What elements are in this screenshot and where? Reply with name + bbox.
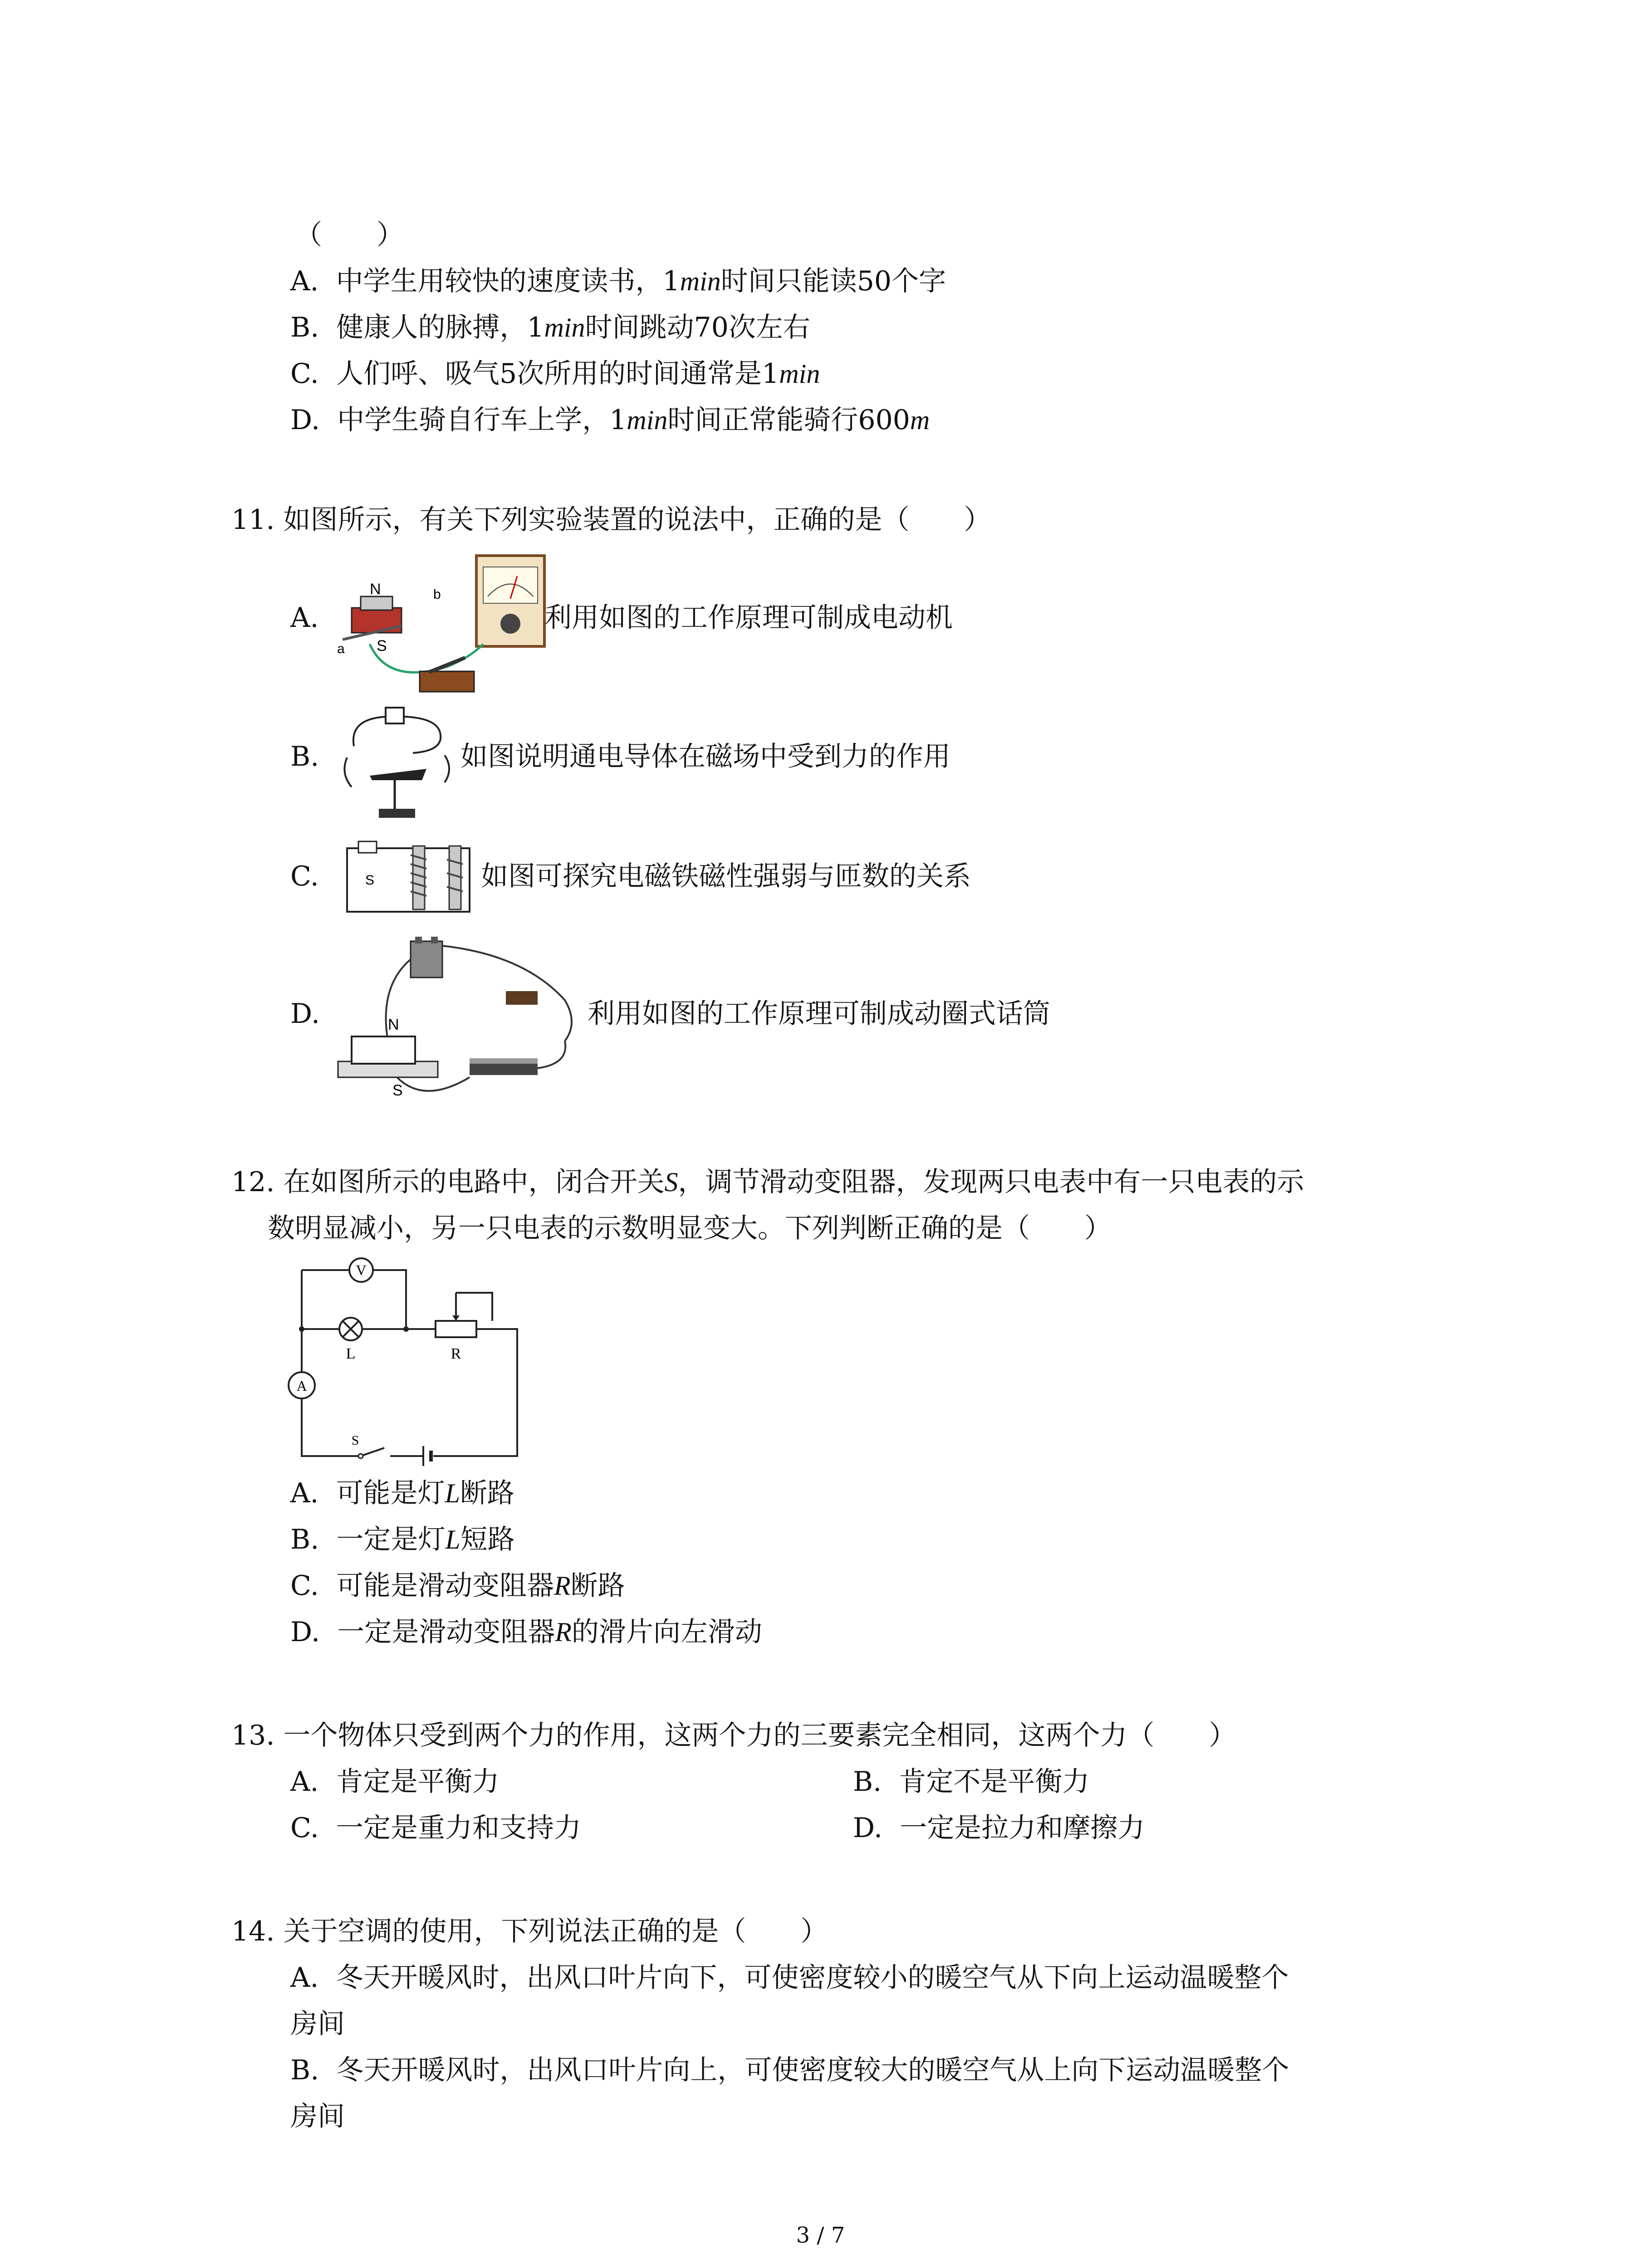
q13-option-a: A. 肯定是平衡力 xyxy=(290,1766,500,1798)
question-number: 13. xyxy=(231,1720,275,1751)
q12-option-a: A. 可能是灯L断路 xyxy=(290,1477,514,1509)
q11-option-b-text: 如图说明通电导体在磁场中受到力的作用 xyxy=(460,741,950,772)
fig-label-b: b xyxy=(433,587,441,602)
q11-figure-c xyxy=(340,835,479,919)
fig-label-n: N xyxy=(370,581,381,598)
option-label: C. xyxy=(290,1812,319,1844)
q14-option-a-line1: A. 冬天开暖风时，出风口叶片向下，可使密度较小的暖空气从下向上运动温暖整个 xyxy=(290,1962,1289,1994)
q12-stem-line2: 数明显减小，另一只电表的示数明显变大。下列判断正确的是（ ） xyxy=(268,1212,1112,1244)
q12-option-c: C. 可能是滑动变阻器R断路 xyxy=(290,1570,625,1602)
option-label: B. xyxy=(290,2054,319,2086)
q14-option-a-line2: 房间 xyxy=(290,2008,345,2040)
page-number: 3 / 7 xyxy=(796,2223,845,2248)
q14-option-b-line2: 房间 xyxy=(290,2101,345,2132)
rheostat-label: R xyxy=(451,1345,461,1362)
q10-stem-tail: （ ） xyxy=(295,219,404,251)
q11-option-a-label: A. xyxy=(290,602,319,634)
question-number: 11. xyxy=(231,504,275,536)
q11-option-a-text: 利用如图的工作原理可制成电动机 xyxy=(544,602,953,634)
fig-label-s: S xyxy=(392,1082,403,1099)
option-label: D. xyxy=(290,404,320,436)
fig-label-n: N xyxy=(388,1016,399,1033)
switch-label: S xyxy=(351,1433,359,1448)
option-label: A. xyxy=(290,1962,319,1994)
q14-option-b-line1: B. 冬天开暖风时，出风口叶片向上，可使密度较大的暖空气从上向下运动温暖整个 xyxy=(290,2054,1289,2086)
q11-option-c-label: C. xyxy=(290,860,319,892)
option-label: C. xyxy=(290,1570,319,1602)
option-label: B. xyxy=(853,1766,882,1798)
q11-option-b-label: B. xyxy=(290,741,319,772)
q11-option-c-text: 如图可探究电磁铁磁性强弱与匝数的关系 xyxy=(481,860,971,892)
fig-label-s: S xyxy=(365,873,375,888)
q13-option-b: B. 肯定不是平衡力 xyxy=(853,1766,1090,1798)
fig-label-a: a xyxy=(337,641,345,656)
q14-stem: 14. 关于空调的使用，下列说法正确的是（ ） xyxy=(231,1916,828,1947)
q11-option-d-label: D. xyxy=(290,998,320,1030)
q11-figure-b xyxy=(336,701,458,821)
fig-label-s: S xyxy=(377,637,387,655)
q11-figure-a xyxy=(333,553,547,696)
q12-stem-line1: 12. 在如图所示的电路中，闭合开关S，调节滑动变阻器，发现两只电表中有一只电表的示 xyxy=(231,1166,1304,1198)
option-label: B. xyxy=(290,1524,319,1555)
option-label: A. xyxy=(290,1477,319,1509)
q13-option-c: C. 一定是重力和支持力 xyxy=(290,1812,581,1844)
q13-stem: 13. 一个物体只受到两个力的作用，这两个力的三要素完全相同，这两个力（ ） xyxy=(231,1720,1236,1751)
option-label: C. xyxy=(290,358,319,390)
option-label: D. xyxy=(290,1616,320,1648)
q11-figure-d xyxy=(333,932,588,1107)
q10-option-d: D. 中学生骑自行车上学，1min时间正常能骑行600m xyxy=(290,404,930,436)
q11-option-d-text: 利用如图的工作原理可制成动圈式话筒 xyxy=(588,998,1050,1030)
question-number: 14. xyxy=(231,1916,275,1947)
option-label: A. xyxy=(290,1766,319,1798)
voltmeter-label: V xyxy=(356,1262,367,1278)
option-label: B. xyxy=(290,312,319,343)
q10-option-a: A. 中学生用较快的速度读书，1min时间只能读50个字 xyxy=(290,265,946,297)
q12-option-b: B. 一定是灯L短路 xyxy=(290,1524,515,1555)
option-label: A. xyxy=(290,265,319,297)
q11-stem: 11. 如图所示，有关下列实验装置的说法中，正确的是（ ） xyxy=(231,504,991,536)
lamp-label: L xyxy=(346,1345,356,1362)
q10-option-b: B. 健康人的脉搏，1min时间跳动70次左右 xyxy=(290,312,810,343)
ammeter-label: A xyxy=(296,1378,307,1394)
question-number: 12. xyxy=(231,1166,275,1198)
option-label: D. xyxy=(853,1812,883,1844)
q10-option-c: C. 人们呼、吸气5次所用的时间通常是1min xyxy=(290,358,820,390)
q12-option-d: D. 一定是滑动变阻器R的滑片向左滑动 xyxy=(290,1616,762,1648)
q13-option-d: D. 一定是拉力和摩擦力 xyxy=(853,1812,1145,1844)
q12-circuit-diagram xyxy=(279,1256,524,1470)
